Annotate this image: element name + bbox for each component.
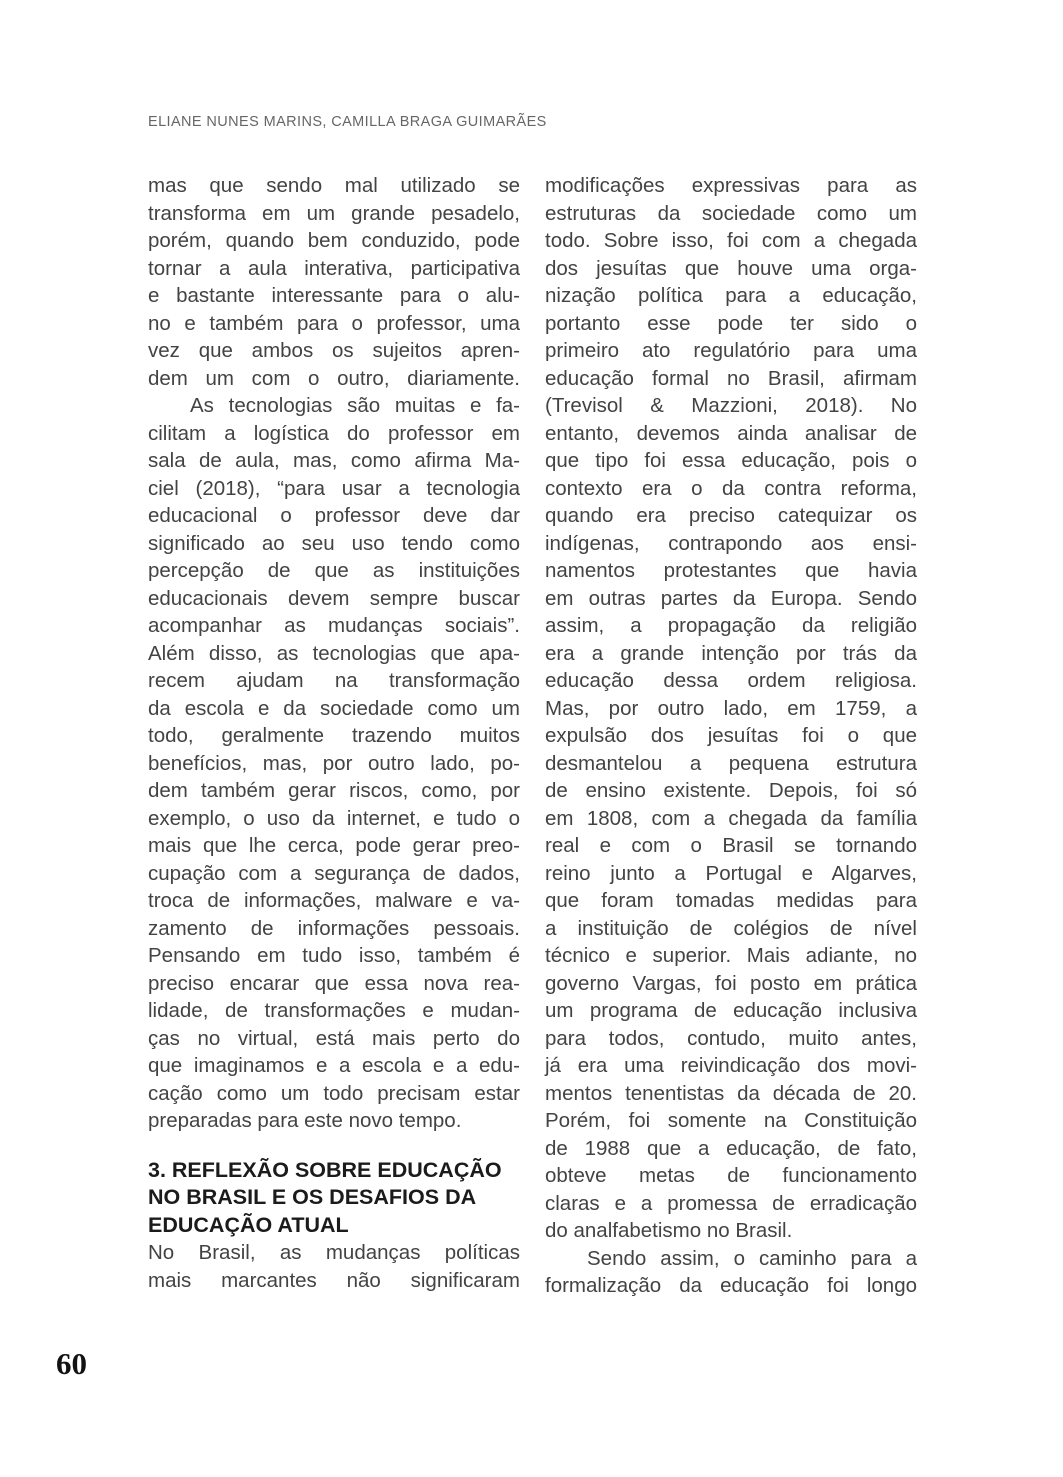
text-line: mas que sendo mal utilizado se (148, 174, 520, 197)
text-line: em outras partes da Europa. Sendo (545, 586, 917, 610)
text-line: de ensino existente. Depois, foi só (545, 779, 917, 802)
text-line: estruturas da sociedade como um (545, 201, 917, 225)
text-line: indígenas, contrapondo aos ensi- (545, 531, 917, 555)
text-line: acompanhar as mudanças sociais”. (148, 614, 520, 637)
text-line: namentos protestantes que havia (545, 559, 917, 582)
text-line: cação como um todo precisam estar (148, 1081, 520, 1105)
text-line: reino junto a Portugal e Algarves, (545, 861, 917, 885)
text-line: exemplo, o uso da internet, e tudo o (148, 806, 520, 830)
text-line: governo Vargas, foi posto em prática (545, 971, 917, 995)
text-line: primeiro ato regulatório para uma (545, 339, 917, 362)
text-line: que tipo foi essa educação, pois o (545, 449, 917, 472)
text-line: vez que ambos os sujeitos apren- (148, 339, 520, 362)
text-line: um programa de educação inclusiva (545, 999, 917, 1022)
text-line: As tecnologias são muitas e fa- (190, 394, 520, 417)
text-line: entanto, devemos ainda analisar de (545, 421, 917, 445)
section-heading (148, 1157, 520, 1240)
text-line: claras e a promessa de erradicação (545, 1191, 917, 1215)
column-left (148, 172, 520, 1300)
paragraph (148, 172, 520, 392)
text-line: Sendo assim, o caminho para a (587, 1246, 917, 1270)
text-line: preparadas para este novo tempo. (148, 1109, 462, 1132)
text-line: dem um com o outro, diariamente. (148, 366, 520, 390)
text-line: era a grande intenção por trás da (545, 641, 917, 665)
paragraph (545, 172, 917, 1245)
text-line: Porém, foi somente na Constituição (545, 1109, 917, 1132)
text-line: todo. Sobre isso, foi com a chegada (545, 229, 917, 252)
text-line: todo, geralmente trazendo muitos (148, 724, 520, 747)
text-line: nização política para a educação, (545, 284, 917, 307)
text-line: e bastante interessante para o alu- (148, 284, 520, 307)
author-header: ELIANE NUNES MARINS, CAMILLA BRAGA GUIMARÃES (148, 114, 547, 130)
text-line: ças no virtual, está mais perto do (148, 1026, 520, 1050)
text-line: dem também gerar riscos, como, por (148, 779, 520, 802)
text-line: formalização da educação foi longo (545, 1274, 917, 1297)
text-line: real e com o Brasil se tornando (545, 834, 917, 857)
heading-line: 3. REFLEXÃO SOBRE EDUCAÇÃO (148, 1157, 502, 1182)
column-right (545, 172, 917, 1300)
text-line: assim, a propagação da religião (545, 614, 917, 637)
text-line: recem ajudam na transformação (148, 669, 520, 692)
text-line: preciso encarar que essa nova rea- (148, 971, 520, 995)
text-line: portanto esse pode ter sido o (545, 311, 917, 335)
text-line: zamento de informações pessoais. (148, 916, 520, 940)
text-line: em 1808, com a chegada da família (545, 806, 917, 830)
text-line: no e também para o professor, uma (148, 311, 520, 335)
text-line: modificações expressivas para as (545, 174, 917, 197)
text-line: troca de informações, malware e va- (148, 889, 520, 912)
text-line: Pensando em tudo isso, também é (148, 944, 520, 967)
text-line: No Brasil, as mudanças políticas (148, 1241, 520, 1264)
text-line: do analfabetismo no Brasil. (545, 1219, 793, 1242)
text-line: benefícios, mas, por outro lado, po- (148, 751, 520, 775)
text-line: dos jesuítas que houve uma orga- (545, 256, 917, 280)
text-line: expulsão dos jesuítas foi o que (545, 724, 917, 747)
text-line: cilitam a logística do professor em (148, 421, 520, 445)
text-line: (Trevisol & Mazzioni, 2018). No (545, 394, 917, 417)
text-line: porém, quando bem conduzido, pode (148, 229, 520, 252)
text-line: desmantelou a pequena estrutura (545, 751, 917, 775)
page-number: 60 (56, 1346, 87, 1381)
text-line: contexto era o da contra reforma, (545, 476, 917, 500)
text-line: a instituição de colégios de nível (545, 916, 917, 940)
text-line: quando era preciso catequizar os (545, 504, 917, 527)
text-line: educação dessa ordem religiosa. (545, 669, 917, 692)
text-line: tornar a aula interativa, participativa (148, 256, 520, 280)
text-line: mentos tenentistas da década de 20. (545, 1081, 917, 1105)
heading-line: EDUCAÇÃO ATUAL (148, 1212, 349, 1237)
text-line: cupação com a segurança de dados, (148, 861, 520, 885)
text-line: sala de aula, mas, como afirma Ma- (148, 449, 520, 472)
text-line: ciel (2018), “para usar a tecnologia (148, 476, 520, 500)
text-line: lidade, de transformações e mudan- (148, 999, 520, 1022)
text-line: mais marcantes não significaram (148, 1268, 520, 1292)
paragraph (148, 1239, 520, 1294)
text-line: já era uma reivindicação dos movi- (545, 1054, 917, 1077)
text-line: significado ao seu uso tendo como (148, 531, 520, 555)
text-line: que imaginamos e a escola e a edu- (148, 1054, 520, 1077)
text-line: percepção de que as instituições (148, 559, 520, 582)
text-line: obteve metas de funcionamento (545, 1164, 917, 1187)
text-line: de 1988 que a educação, de fato, (545, 1136, 917, 1160)
text-line: técnico e superior. Mais adiante, no (545, 944, 917, 967)
text-line: Além disso, as tecnologias que apa- (148, 641, 520, 665)
text-line: educacionais devem sempre buscar (148, 586, 520, 610)
paragraph (545, 1245, 917, 1300)
text-columns (148, 172, 917, 1300)
text-line: Mas, por outro lado, em 1759, a (545, 696, 917, 720)
heading-line: NO BRASIL E OS DESAFIOS DA (148, 1185, 477, 1209)
text-line: da escola e da sociedade como um (148, 696, 520, 720)
text-line: que foram tomadas medidas para (545, 889, 917, 912)
text-line: transforma em um grande pesadelo, (148, 201, 520, 225)
text-line: mais que lhe cerca, pode gerar preo- (148, 834, 520, 857)
text-line: educacional o professor deve dar (148, 504, 520, 527)
text-line: para todos, contudo, muito antes, (545, 1026, 917, 1050)
text-line: educação formal no Brasil, afirmam (545, 366, 917, 390)
paragraph (148, 392, 520, 1135)
